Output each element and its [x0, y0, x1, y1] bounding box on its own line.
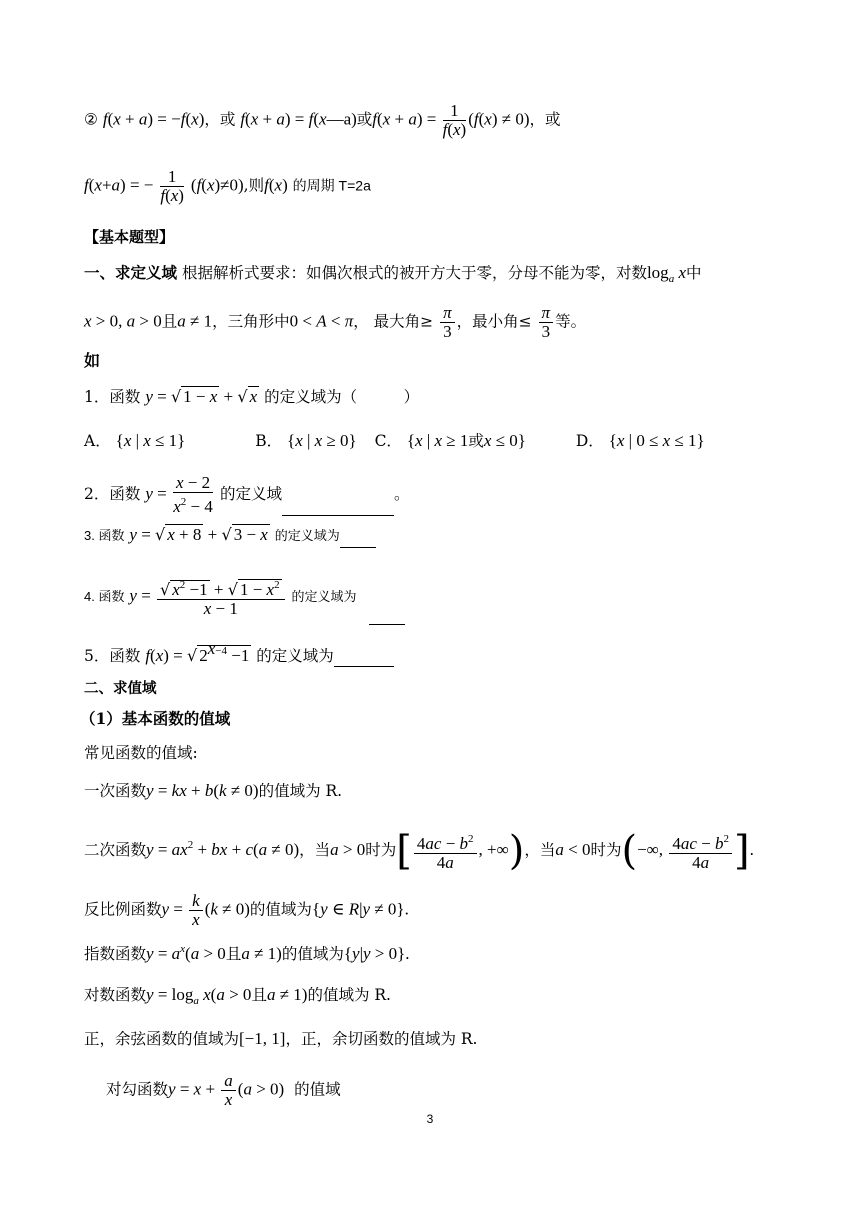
- periodic-line-1: ② f(x + a) = −f(x)，或 f(x + a) = f(x—a)或f(x + a) = $\frac{1}{f(x)}$ (f(x) ≠ 0)，或: [84, 101, 561, 139]
- section-range-title: 二、求值域: [84, 680, 157, 697]
- fraction: $\frac{√ x^2 -1 + √ 1 - x^2}{x - 1}$: [157, 576, 285, 618]
- question-label: 3. 函数: [84, 528, 125, 543]
- function-label: 对勾函数: [106, 1080, 169, 1099]
- fraction-pi-3: $\frac{\pi}{3}$: [539, 304, 554, 341]
- function-suffix: 的值域为 R.: [258, 782, 343, 800]
- exponential-function-line: 指数函数$y = a^x(a > 0$且a ≠ 1)的值域为{y|y > 0}.: [84, 943, 410, 963]
- question-label: 2．函数: [84, 485, 141, 503]
- fraction: $\frac{4ac - b^2}{4a}$: [669, 830, 732, 872]
- question-5: 5．函数 f(x) = √ $2^{x-4} -1$ 的定义域为: [84, 638, 394, 667]
- function-suffix: 的值域为: [249, 900, 312, 919]
- text-deng: 等。: [555, 312, 587, 331]
- option-label: B．: [255, 432, 283, 450]
- fraction-pi-3: $\frac{\pi}{3}$: [440, 304, 455, 341]
- section-domain-line-1: 一、求定义域 根据解析式要求：如偶次根式的被开方大于零，分母不能为零，对数$\log_a x$中: [84, 263, 702, 285]
- trig-text: ，正，余切函数的值域为 R.: [285, 1030, 478, 1048]
- section-text: 根据解析式要求：如偶次根式的被开方大于零，分母不能为零，对数: [177, 264, 647, 282]
- answer-blank[interactable]: [369, 610, 405, 625]
- text-sep: 或: [356, 110, 373, 129]
- text-then: 时为: [365, 841, 397, 859]
- fraction: $\frac{x - 2}{x^2 - 4}$: [173, 473, 213, 516]
- text-and: 且: [161, 312, 178, 331]
- page-number: 3: [426, 1112, 434, 1126]
- subsection-basic-range: （1）基本函数的值域: [80, 709, 231, 728]
- text-or: 或: [468, 432, 484, 450]
- function-label: 对数函数: [84, 986, 147, 1004]
- fraction: $\frac{1}{f(x)}$: [160, 167, 184, 205]
- fraction: $\frac{4ac - b^2}{4a}$: [414, 830, 477, 872]
- trig-function-line: 正，余弦函数的值域为[−1, 1]，正，余切函数的值域为 R.: [84, 1029, 478, 1048]
- fraction: $\frac{a}{x}$: [221, 1072, 236, 1109]
- linear-function-line: 一次函数y = kx + b(k ≠ 0)的值域为 R.: [84, 781, 343, 800]
- option-a[interactable]: A． {x | x ≤ 1}: [84, 431, 186, 450]
- ru-label: 如: [84, 351, 101, 370]
- question-3: 3. 函数 y = √ x + 8 + √ 3 − x 的定义域为: [84, 524, 376, 548]
- text-when: ，当: [299, 841, 331, 859]
- question-label: 5．函数: [84, 647, 141, 665]
- option-d[interactable]: D． {x | 0 ≤ x ≤ 1}: [575, 431, 705, 450]
- common-range-intro: 常见函数的值域:: [84, 744, 198, 762]
- question-label: 1．函数: [84, 388, 141, 406]
- text-and: 且: [251, 986, 267, 1004]
- question-4: 4. 函数 y = $\frac{√ x^2 -1 + √ 1 - x^2}{x - 1}$ 的定义域为: [84, 576, 357, 618]
- fraction: $\frac{k}{x}$: [189, 892, 203, 929]
- option-b[interactable]: B． {x | x ≥ 0}: [255, 431, 357, 450]
- section-domain-line-2: x > 0, a > 0且a ≠ 1，三角形中0 < A < π， 最大角≥ $\frac{\pi}{3}$ ，最小角≤ $\frac{\pi}{3}$ 等。: [84, 303, 587, 341]
- question-suffix: 的定义域为: [274, 529, 340, 544]
- option-label: C．: [374, 432, 402, 450]
- option-label: A．: [84, 432, 111, 450]
- option-label: D．: [575, 432, 604, 450]
- text-tail: ,则: [243, 176, 265, 195]
- function-label: 二次函数: [84, 841, 147, 859]
- text-and: 且: [225, 945, 242, 963]
- text-then: 时为: [590, 841, 622, 859]
- text-max: ， 最大角≥: [353, 312, 434, 331]
- function-label: 反比例函数: [84, 900, 162, 919]
- text-min: ，最小角≤: [456, 312, 532, 331]
- fraction: $\frac{1}{f(x)}$: [442, 101, 467, 139]
- answer-blank[interactable]: [282, 501, 394, 516]
- question-label: 4. 函数: [84, 589, 125, 604]
- function-suffix: 的值域为 R.: [307, 986, 391, 1004]
- circled-number: ②: [84, 110, 98, 129]
- trig-text: 正，余弦函数的值域为: [84, 1030, 240, 1048]
- question-1-options: [84, 430, 705, 452]
- logarithm-function-line: 对数函数$y = \log_a x(a > 0$且a ≠ 1)的值域为 R.: [84, 985, 391, 1007]
- question-2: 2．函数 y = $\frac{x - 2}{x^2 - 4}$ 的定义域 。: [84, 473, 410, 516]
- answer-blank[interactable]: [334, 652, 394, 667]
- heading-basic-types: 【基本题型】: [84, 228, 175, 246]
- question-suffix: 的定义域为（ ）: [264, 388, 420, 406]
- option-c[interactable]: C． {x | x ≥ 1或x ≤ 0}: [374, 431, 526, 450]
- quadratic-function-line: 二次函数$y = ax^2$ + bx + c(a ≠ 0)，当a > 0时为[ $\frac{4ac - b^2}{4a}$ , +∞)，当a < 0时为(−∞, $\frac{4ac - b^2}{4a}$ ].: [84, 828, 754, 874]
- section-title: 一、求定义域: [84, 263, 178, 282]
- function-suffix: 的值域: [294, 1080, 341, 1099]
- function-label: 指数函数: [84, 945, 147, 963]
- question-1: 1．函数 y = √ 1 − x + √ x 的定义域为（ ）: [84, 387, 420, 406]
- text-end: 。: [394, 485, 410, 503]
- hook-function-line: 对勾函数y = x + $\frac{a}{x}$ (a > 0) 的值域: [106, 1071, 341, 1109]
- text-tri: ，三角形中: [212, 312, 290, 331]
- question-suffix: 的定义域为: [256, 647, 334, 665]
- text-sep: ，或: [529, 110, 561, 129]
- text-when: ，当: [524, 841, 556, 859]
- question-suffix: 的定义域: [220, 485, 283, 503]
- inverse-function-line: 反比例函数y = $\frac{k}{x}$ (k ≠ 0)的值域为{y ∈ R|y ≠ 0}.: [84, 891, 409, 929]
- answer-blank[interactable]: [340, 533, 376, 548]
- question-suffix: 的定义域为: [291, 590, 357, 605]
- function-label: 一次函数: [84, 782, 147, 800]
- text-zhong: 中: [685, 264, 702, 282]
- period-text: 的周期 T=2a: [292, 177, 371, 194]
- periodic-line-2: f(x+a) = − $\frac{1}{f(x)}$ (f(x)≠0),则f(x) 的周期 T=2a: [84, 167, 371, 205]
- text-sep: ，或: [204, 110, 236, 129]
- function-suffix: 的值域为: [281, 945, 344, 963]
